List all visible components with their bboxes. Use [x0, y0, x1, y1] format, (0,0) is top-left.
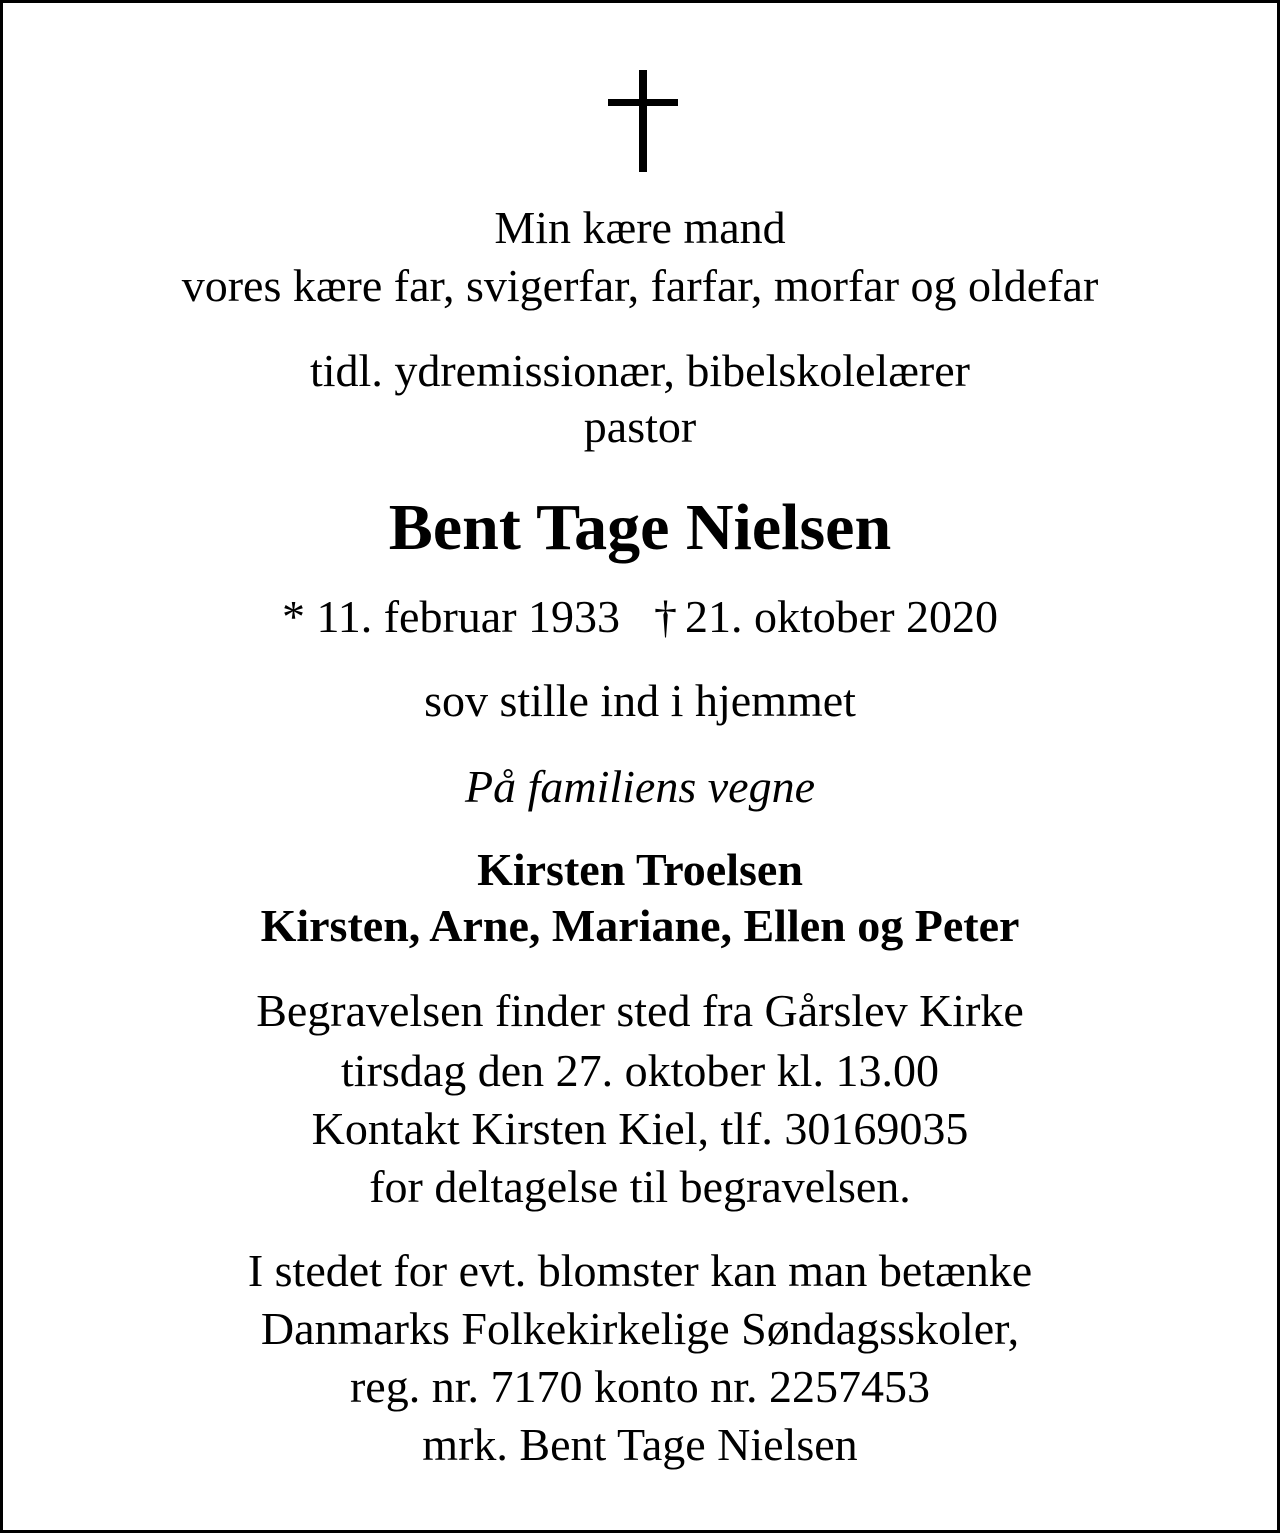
signature-name-2: Kirsten, Arne, Mariane, Ellen og Peter [260, 900, 1020, 951]
death-date: 21. oktober 2020 [685, 591, 999, 642]
funeral-line-2: tirsdag den 27. oktober kl. 13.00 [341, 1045, 939, 1096]
funeral-line-1: Begravelsen finder sted fra Gårslev Kirke [256, 985, 1024, 1036]
funeral-line-4: for deltagelse til begravelsen. [369, 1161, 911, 1212]
donation-line-2: Danmarks Folkekirkelige Søndagsskoler, [260, 1303, 1020, 1354]
title-line-1: tidl. ydremissionær, bibelskolelærer [310, 345, 970, 396]
life-dates [3, 588, 1277, 646]
signature-name-1: Kirsten Troelsen [477, 844, 803, 895]
donation-line-1: I stedet for evt. blomster kan man betænke [247, 1245, 1033, 1296]
funeral-line-3: Kontakt Kirsten Kiel, tlf. 30169035 [311, 1103, 969, 1154]
signature-intro: På familiens vegne [464, 761, 815, 812]
intro-line-1: Min kære mand [494, 202, 786, 253]
title-line-2: pastor [583, 401, 697, 452]
cross-icon [608, 70, 678, 172]
birth-symbol: * [281, 591, 305, 642]
passing-line: sov stille ind i hjemmet [424, 675, 856, 726]
donation-line-3: reg. nr. 7170 konto nr. 2257453 [349, 1361, 931, 1412]
intro-line-2: vores kære far, svigerfar, farfar, morfar og oldefar [181, 260, 1099, 311]
birth-date: 11. februar 1933 [316, 591, 621, 642]
death-symbol: † [654, 591, 678, 642]
deceased-name: Bent Tage Nielsen [388, 491, 892, 564]
donation-line-4: mrk. Bent Tage Nielsen [422, 1419, 858, 1470]
